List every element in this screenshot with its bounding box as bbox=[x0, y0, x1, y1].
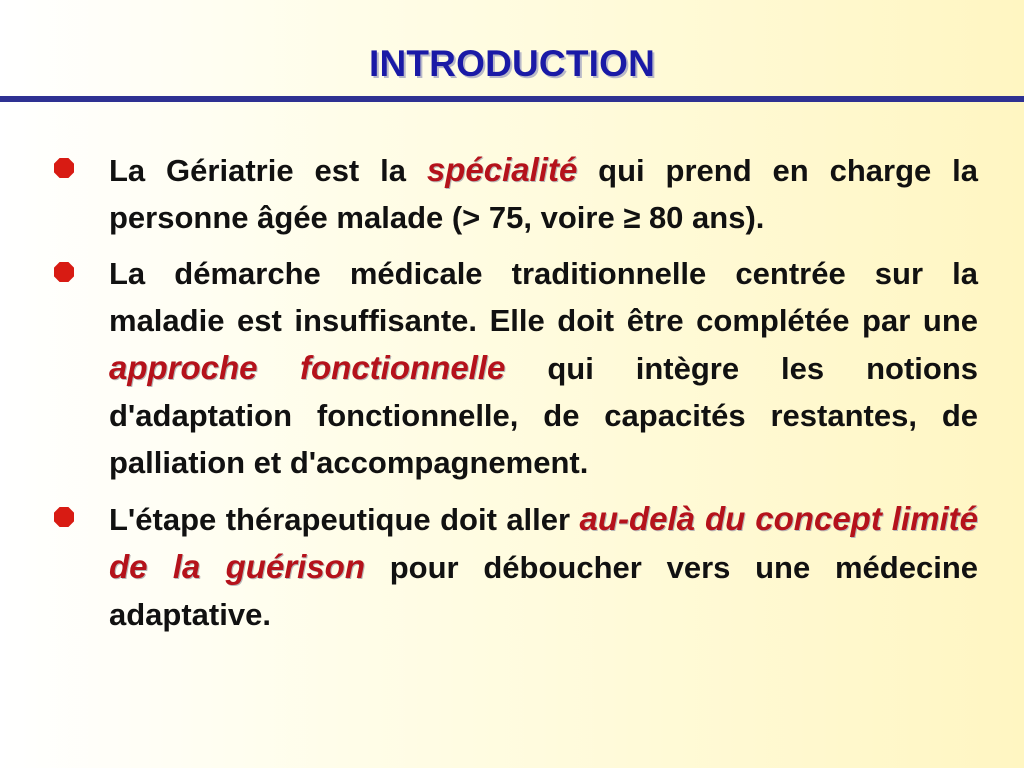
bullet-2-text-part: qui intègre les notions d'adaptation fonctionnelle, de capacités restantes, de palliation et d'accompagnement. bbox=[109, 351, 978, 480]
bullet-2-text-part: La démarche médicale traditionnelle centrée sur la maladie est insuffisante. Elle doit être complétée par une bbox=[109, 256, 978, 338]
bullet-text-2 bbox=[109, 250, 978, 486]
bullet-3-text-part: pour déboucher vers une médecine adaptative. bbox=[109, 550, 978, 632]
bullet-1-text-part: qui prend en charge la personne âgée malade (> 75, voire ≥ 80 ans). bbox=[109, 153, 978, 235]
bullet-text-1 bbox=[109, 146, 978, 241]
title-divider bbox=[0, 96, 1024, 102]
octagon-bullet-icon bbox=[54, 158, 74, 178]
bullet-text-3 bbox=[109, 495, 978, 638]
octagon-bullet-icon bbox=[54, 507, 74, 527]
bullet-item-3 bbox=[54, 495, 978, 638]
bullet-item-1 bbox=[54, 146, 978, 241]
bullet-item-2 bbox=[54, 250, 978, 486]
bullet-list bbox=[54, 146, 978, 647]
bullet-3-text-part: L'étape thérapeutique doit aller bbox=[109, 502, 580, 537]
octagon-bullet-icon bbox=[54, 262, 74, 282]
bullet-3-emphasis: au-delà du concept limité de la guérison bbox=[109, 500, 978, 585]
bullet-1-emphasis: spécialité bbox=[426, 151, 578, 188]
slide-title: INTRODUCTION bbox=[368, 43, 656, 84]
bullet-1-text-part: La Gériatrie est la bbox=[109, 153, 427, 188]
bullet-2-emphasis: approche fonctionnelle bbox=[109, 349, 506, 386]
